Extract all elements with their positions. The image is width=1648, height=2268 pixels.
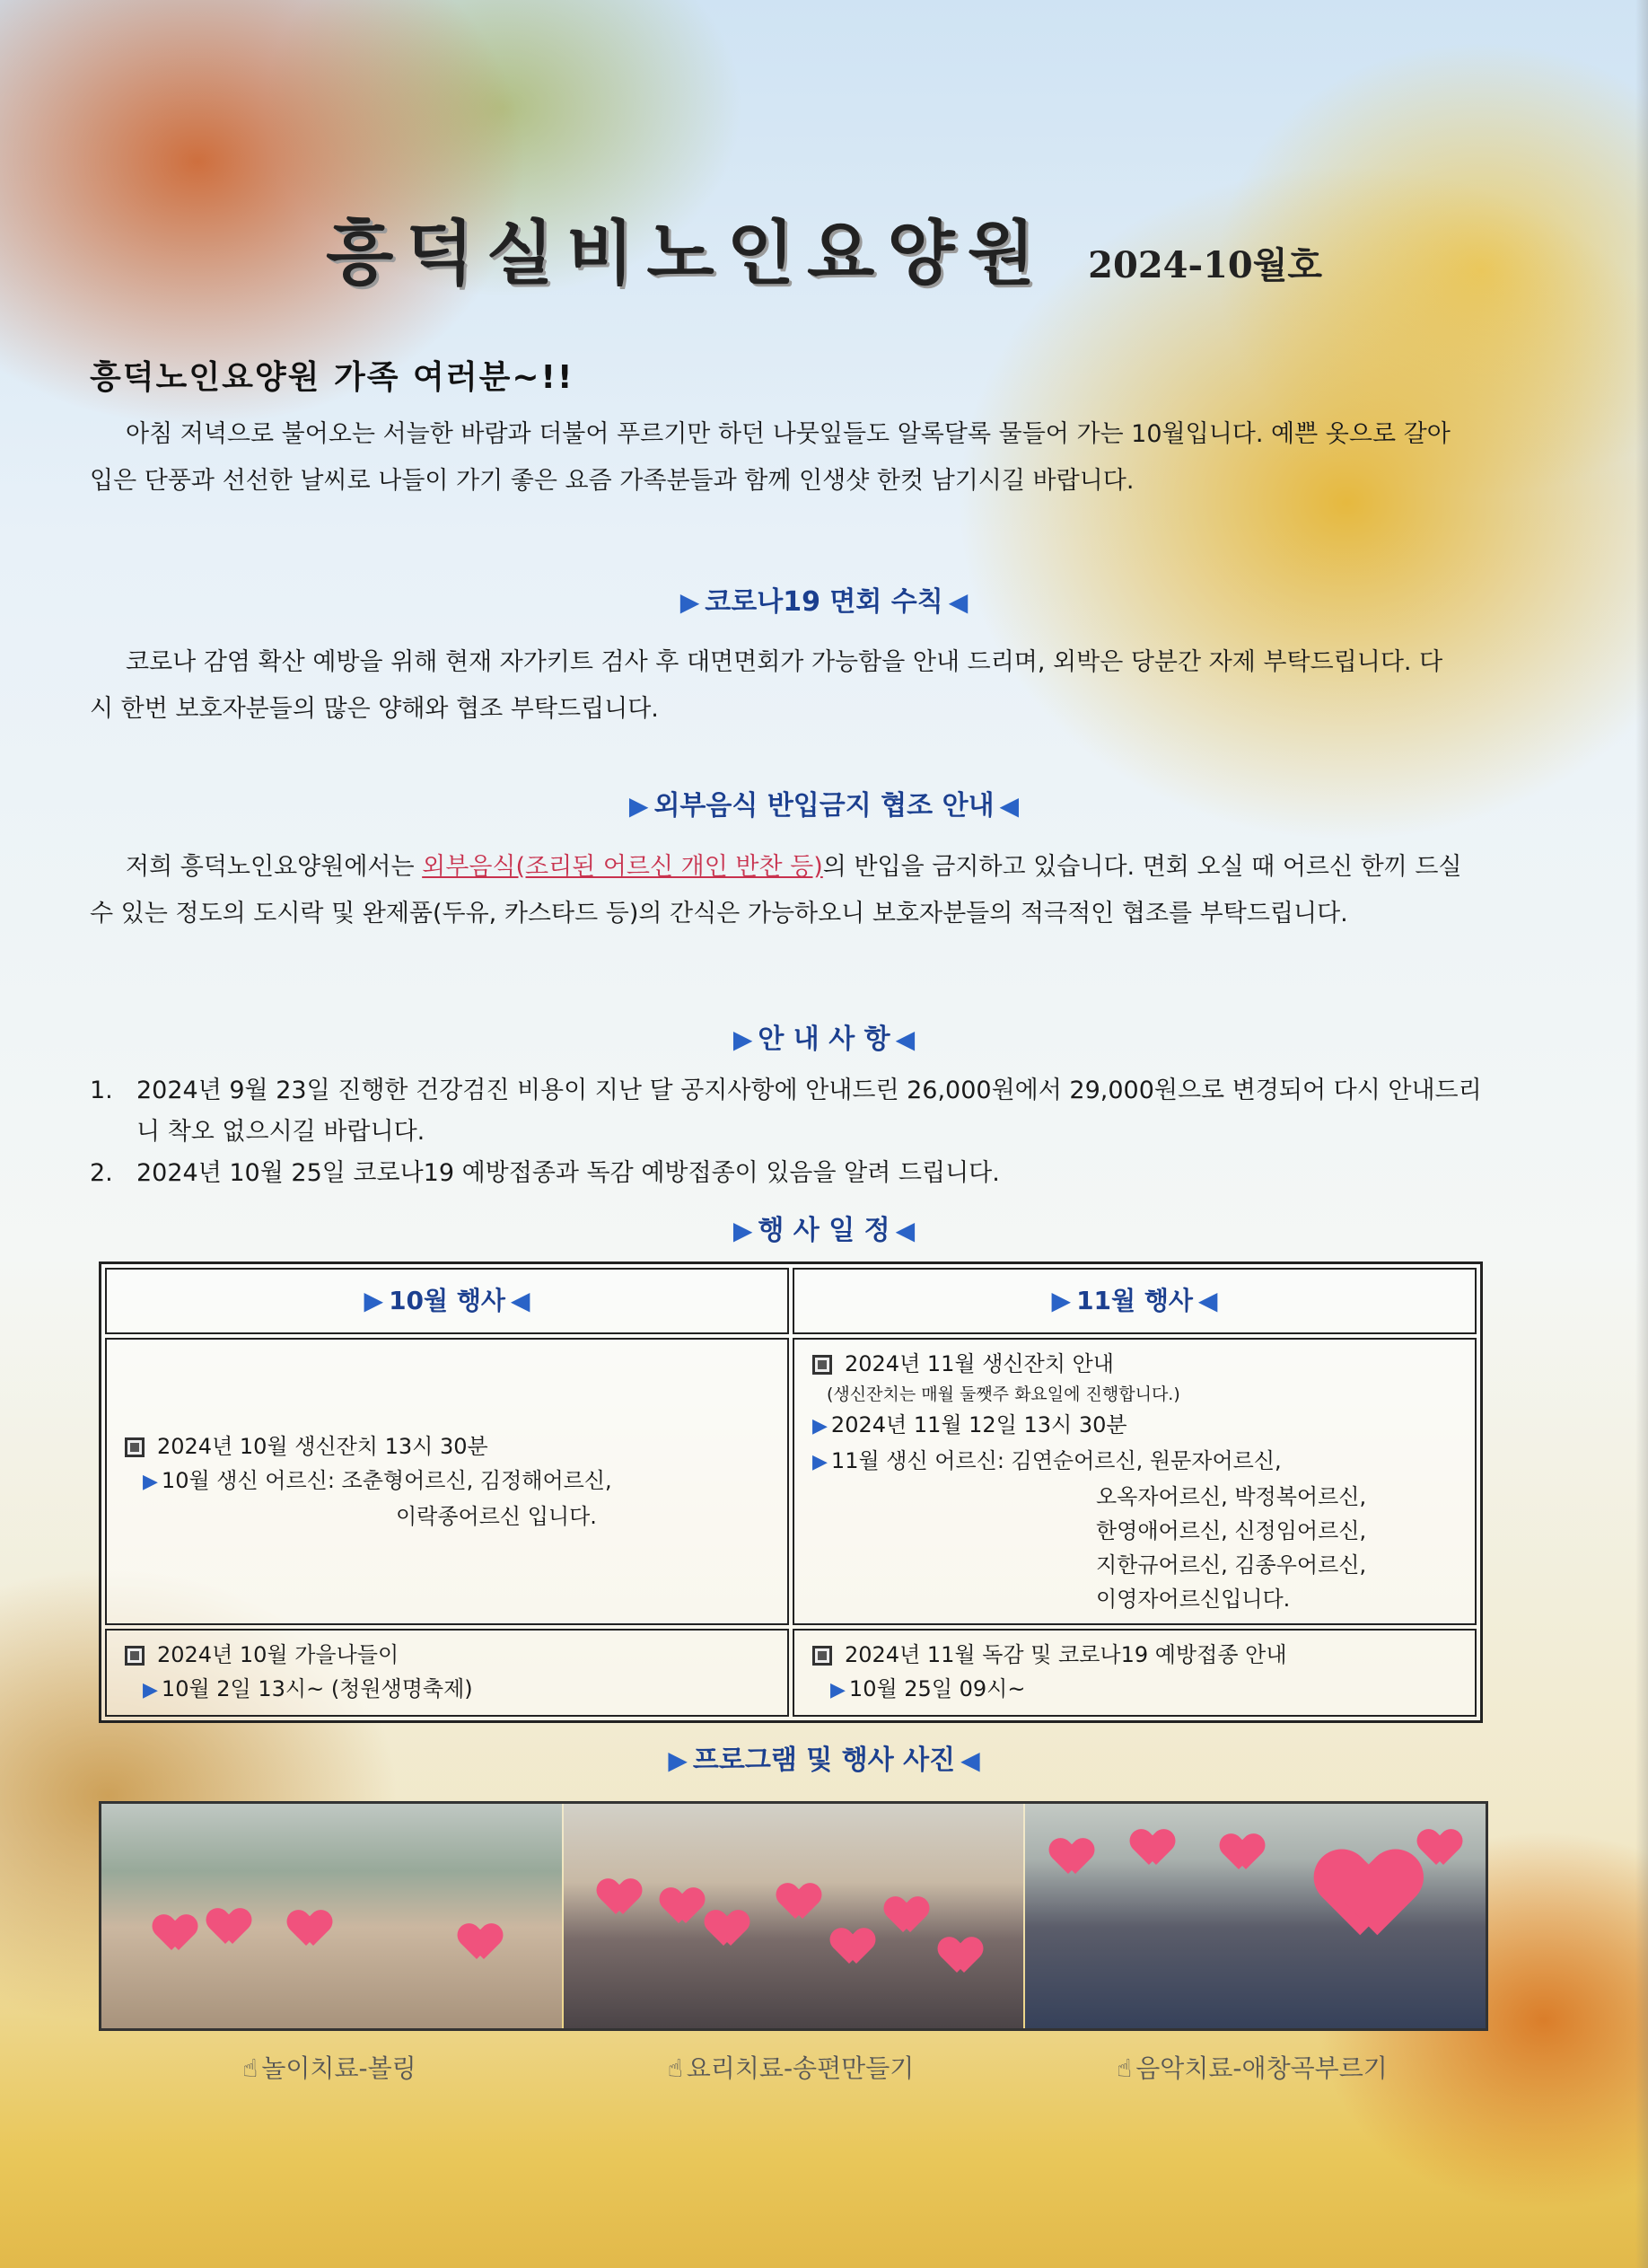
square-box-icon [812,1646,832,1666]
food-paragraph [90,844,1463,937]
nov-birthday-line: 이영자어르신입니다. [1096,1587,1291,1612]
photo-caption-text: 놀이치료-볼링 [261,2053,416,2083]
photo-strip [99,1801,1488,2031]
heart-icon [1223,1835,1262,1871]
oct-outing-cell [105,1629,789,1717]
photo-captions [99,2049,1483,2085]
greeting: 흥덕노인요양원 가족 여러분~!! [90,359,574,396]
schedule-heading-text: 행 사 일 정 [758,1215,890,1246]
notice-heading-text: 안 내 사 항 [758,1024,890,1055]
left-triangle-icon: ◀ [960,1745,980,1775]
notice-item-text: 2024년 9월 23일 진행한 건강검진 비용이 지난 달 공지사항에 안내드린 26,000원에서 29,000원으로 변경되어 다시 안내드리니 착오 없으시길 바랍니다. [136,1077,1482,1146]
oct-birthday-people [125,1464,769,1499]
right-triangle-icon: ▶ [732,1024,753,1054]
nov-birthday-line: 한영애어르신, 신정임어르신, [1096,1518,1367,1543]
heart-icon [209,1910,249,1946]
nov-vaccine-detail-text: 10월 25일 09시~ [848,1676,1026,1701]
pointing-hand-icon: ☝ [667,2053,683,2083]
nov-birthday-label: 11월 생신 어르신: [830,1448,1012,1473]
nov-birthday-note: (생신잔치는 매월 둘쨋주 화요일에 진행합니다.) [827,1385,1180,1404]
pointing-hand-icon: ☝ [242,2053,259,2083]
page-title: 흥덕실비노인요양원 [325,213,1048,294]
schedule-heading [0,1208,1648,1247]
oct-events-header [105,1268,789,1334]
left-triangle-icon: ◀ [510,1286,530,1315]
oct-outing-detail [125,1672,769,1708]
oct-header-text: 10월 행사 [389,1286,505,1315]
square-box-icon [812,1355,832,1375]
nov-birthday-cell [793,1338,1477,1625]
photos-heading [0,1737,1648,1777]
photos-heading-text: 프로그램 및 행사 사진 [692,1745,956,1776]
right-triangle-icon: ▶ [628,791,649,821]
events-header-row [105,1268,1477,1334]
heart-icon [941,1938,980,1974]
left-triangle-icon: ◀ [895,1024,916,1054]
oct-outing-title-text: 2024년 10월 가을나들이 [157,1642,399,1667]
heart-icon [1052,1840,1091,1876]
left-triangle-icon: ◀ [1197,1286,1218,1315]
right-triangle-icon: ▶ [812,1451,828,1473]
food-text-before: 저희 흥덕노인요양원에서는 [126,853,423,881]
photo-caption-text: 요리치료-송편만들기 [686,2053,915,2083]
scan-edge [1635,0,1648,2268]
covid-heading [0,579,1648,619]
title-row [0,198,1648,298]
issue-label: 2024-10월호 [1088,244,1323,286]
nov-birthday-title [812,1347,1457,1381]
oct-birthday-title-text: 2024년 10월 생신잔치 13시 30분 [157,1434,488,1459]
nov-vaccine-detail [812,1672,1457,1708]
right-triangle-icon: ▶ [830,1679,846,1701]
oct-outing-title [125,1638,769,1672]
oct-birthday-cell [105,1338,789,1625]
nov-vaccine-cell [793,1629,1477,1717]
nov-birthday-date [812,1408,1457,1444]
nov-birthday-line: 오옥자어르신, 박정복어르신, [1096,1484,1367,1509]
covid-heading-text: 코로나19 면회 수칙 [705,586,943,618]
right-triangle-icon: ▶ [668,1745,688,1775]
notice-item-number: 2. [90,1159,113,1187]
right-triangle-icon: ▶ [364,1286,384,1315]
heart-icon [1420,1831,1460,1867]
intro-paragraph: 아침 저녁으로 불어오는 서늘한 바람과 더불어 푸르기만 하던 나뭇잎들도 알록달록 물들어 가는 10월입니다. 예쁜 옷으로 갈아입은 단풍과 선선한 날씨로 나들이 가기 좋은 요즘 가족분들과 함께 인생샷 한컷 남기시길 바랍니다. [90,420,1451,495]
covid-paragraph: 코로나 감염 확산 예방을 위해 현재 자가키트 검사 후 대면면회가 가능함을 안내 드리며, 외박은 당분간 자제 부탁드립니다. 다시 한번 보호자분들의 많은 양해와 협조 부탁드립니다. [90,648,1443,723]
events-table [99,1261,1483,1723]
second-events-row [105,1629,1477,1717]
nov-birthday-line: 지한규어르신, 김종우어르신, [1096,1552,1367,1578]
right-triangle-icon: ▶ [1051,1286,1072,1315]
oct-birthday-line: 조춘형어르신, 김정해어르신, [341,1468,612,1493]
cooking-photo [564,1804,1024,2028]
oct-outing-detail-text: 10월 2일 13시~ (청원생명축제) [161,1676,473,1701]
notice-item-text: 2024년 10월 25일 코로나19 예방접종과 독감 예방접종이 있음을 알려 드립니다. [136,1159,1000,1187]
oct-birthday-title [125,1429,769,1464]
music-photo [1025,1804,1486,2028]
right-triangle-icon: ▶ [143,1679,158,1701]
heart-icon [460,1925,500,1961]
left-triangle-icon: ◀ [895,1216,916,1245]
right-triangle-icon: ▶ [679,587,700,617]
notice-list [90,1070,1490,1194]
right-triangle-icon: ▶ [812,1415,828,1437]
bowling-photo [101,1804,562,2028]
nov-header-text: 11월 행사 [1076,1286,1193,1315]
photo-caption [560,2049,1021,2085]
square-box-icon [125,1437,145,1457]
oct-birthday-line: 이락종어르신 입니다. [396,1504,597,1529]
pointing-hand-icon: ☝ [1117,2053,1133,2083]
heart-icon [1133,1831,1172,1867]
food-text-after: 의 반입을 금지하고 있습니다. 면회 오실 때 어르신 한끼 드실 수 있는 정도의 도시락 및 완제품(두유, 카스타드 등)의 간식은 가능하오니 보호자분들의 적극적인 협조를 부탁드립니다. [90,853,1462,927]
heart-icon [707,1912,747,1947]
heart-icon [662,1889,702,1925]
food-highlight: 외부음식(조리된 어르신 개인 반찬 등) [422,853,823,881]
nov-birthday-line: 김연순어르신, 원문자어르신, [1011,1448,1282,1473]
birthday-row [105,1338,1477,1625]
heart-icon [887,1898,926,1934]
heart-icon [833,1930,872,1965]
heart-icon [600,1880,639,1916]
notice-item [90,1070,1490,1153]
notice-heading [0,1016,1648,1056]
left-triangle-icon: ◀ [999,791,1020,821]
heart-icon [155,1916,195,1952]
nov-birthday-people [812,1444,1457,1480]
right-triangle-icon: ▶ [143,1471,158,1493]
photo-caption [1021,2049,1483,2085]
photo-caption-text: 음악치료-애창곡부르기 [1135,2053,1388,2083]
nov-birthday-title-text: 2024년 11월 생신잔치 안내 [845,1351,1114,1376]
heart-icon [779,1885,819,1921]
photo-caption [99,2049,560,2085]
left-triangle-icon: ◀ [948,587,969,617]
food-heading-text: 외부음식 반입금지 협조 안내 [653,790,995,822]
notice-item-number: 1. [90,1077,113,1104]
oct-birthday-label: 10월 생신 어르신: [161,1468,342,1493]
heart-icon [290,1912,329,1947]
nov-vaccine-title-text: 2024년 11월 독감 및 코로나19 예방접종 안내 [845,1642,1287,1667]
nov-events-header [793,1268,1477,1334]
nov-birthday-date-text: 2024년 11월 12일 13시 30분 [830,1412,1127,1437]
notice-item [90,1153,1490,1194]
right-triangle-icon: ▶ [732,1216,753,1245]
heart-icon [1321,1853,1416,1939]
square-box-icon [125,1646,145,1666]
food-heading [0,783,1648,822]
nov-vaccine-title [812,1638,1457,1672]
